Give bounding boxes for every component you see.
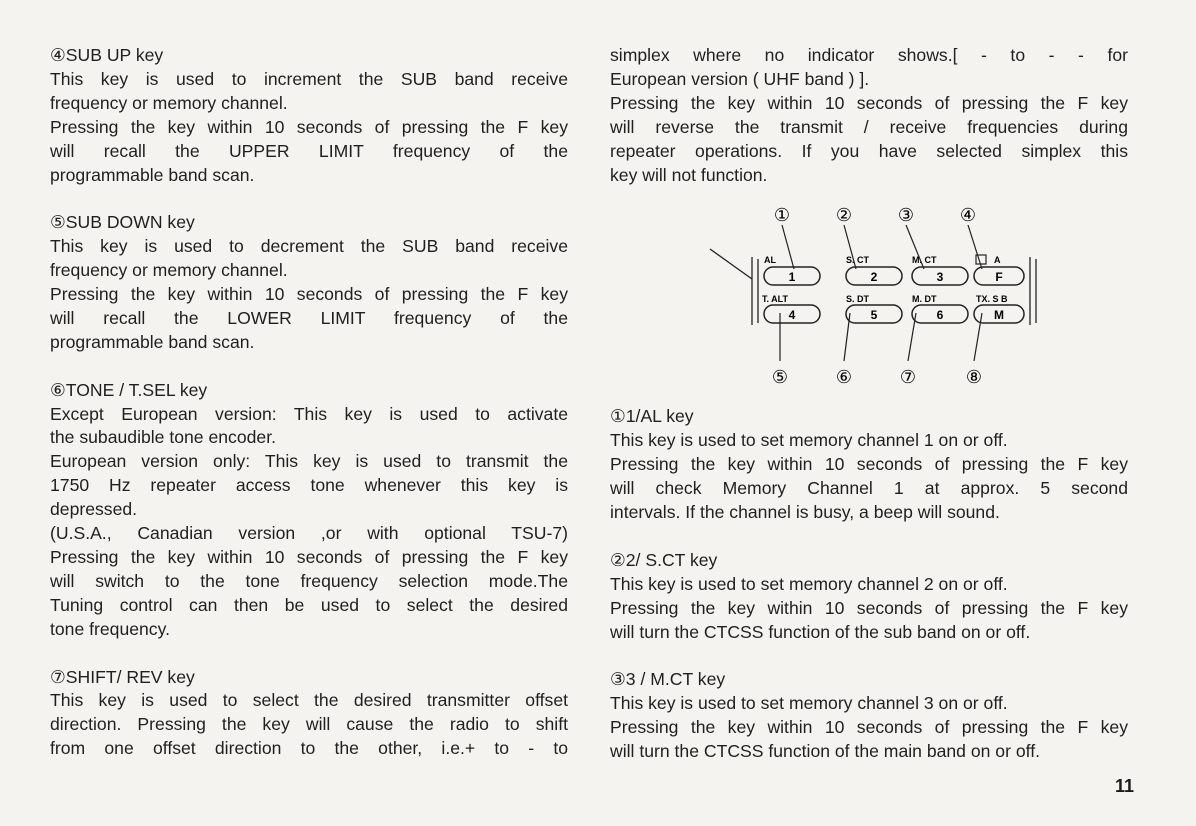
sub-down-line: Pressing the key within 10 seconds of pressing the F key bbox=[50, 284, 568, 305]
key2-line: will turn the CTCSS function of the sub band on or off. bbox=[610, 621, 1031, 642]
keypad-diagram bbox=[610, 201, 1128, 397]
svg-text:M. CT: M. CT bbox=[912, 255, 937, 266]
svg-text:⑥: ⑥ bbox=[835, 367, 853, 388]
tone-line: Tuning control can then be used to select the desired bbox=[50, 594, 568, 615]
svg-text:M: M bbox=[994, 308, 1004, 323]
tone-line: Pressing the key within 10 seconds of pressing the F key bbox=[50, 547, 568, 567]
key2-title: ②2/ S.CT key bbox=[610, 549, 718, 570]
svg-text:T. ALT: T. ALT bbox=[762, 294, 788, 305]
shift-cont-line: repeater operations. If you have selected simplex this bbox=[610, 140, 1128, 161]
sub-up-title: ④SUB UP key bbox=[50, 45, 164, 65]
svg-text:TX. S B: TX. S B bbox=[976, 294, 1008, 305]
svg-text:F: F bbox=[995, 270, 1003, 285]
shift-cont-line: simplex where no indicator shows.[ - to - - for bbox=[610, 45, 1128, 65]
tone-line: tone frequency. bbox=[50, 618, 170, 639]
sub-up-line: Pressing the key within 10 seconds of pressing the F key bbox=[50, 116, 568, 137]
shift-line: This key is used to select the desired transmitter offset bbox=[50, 690, 568, 711]
key-5-sdt bbox=[846, 294, 902, 323]
tone-line: depressed. bbox=[50, 499, 138, 520]
key2-line: This key is used to set memory channel 2 on or off. bbox=[610, 573, 1008, 594]
svg-text:AL: AL bbox=[764, 255, 776, 266]
svg-text:④: ④ bbox=[959, 205, 977, 226]
sub-up-line: This key is used to increment the SUB band receive bbox=[50, 68, 568, 89]
svg-text:6: 6 bbox=[936, 308, 944, 323]
sub-down-line: will recall the LOWER LIMIT frequency of the bbox=[50, 307, 568, 328]
shift-continued bbox=[610, 44, 1128, 187]
shift-cont-line: key will not function. bbox=[610, 164, 768, 185]
tone-line: will switch to the tone frequency selection mode.The bbox=[50, 570, 568, 591]
key-3-mct bbox=[912, 255, 968, 285]
key1-line: This key is used to set memory channel 1 on or off. bbox=[610, 430, 1008, 451]
svg-text:③: ③ bbox=[897, 205, 915, 226]
svg-text:②: ② bbox=[835, 205, 853, 226]
left-column bbox=[50, 44, 568, 761]
svg-text:M. DT: M. DT bbox=[912, 294, 937, 305]
keypad-diagram-svg bbox=[610, 201, 1128, 397]
key-6-mdt bbox=[912, 294, 968, 323]
svg-text:①: ① bbox=[773, 205, 791, 226]
key1-line: Pressing the key within 10 seconds of pressing the F key bbox=[610, 454, 1128, 475]
sub-down-section bbox=[50, 211, 568, 354]
tone-line: (U.S.A., Canadian version ,or with optional TSU-7) bbox=[50, 523, 568, 544]
key3-line: will turn the CTCSS function of the main band on or off. bbox=[610, 741, 1040, 762]
sub-down-line: This key is used to decrement the SUB band receive bbox=[50, 236, 568, 257]
shift-title: ⑦SHIFT/ REV key bbox=[50, 666, 195, 687]
svg-text:⑧: ⑧ bbox=[965, 367, 983, 388]
callout-top-1 bbox=[774, 205, 794, 269]
tone-line: Except European version: This key is used to activate bbox=[50, 403, 568, 424]
sub-up-line: will recall the UPPER LIMIT frequency of the bbox=[50, 140, 568, 161]
callout-top-4 bbox=[960, 205, 982, 269]
key1-title: ①1/AL key bbox=[610, 406, 694, 427]
shift-cont-line: European version ( UHF band ) ]. bbox=[610, 68, 870, 89]
key1-line: will check Memory Channel 1 at approx. 5 second bbox=[610, 478, 1128, 499]
svg-text:S. DT: S. DT bbox=[846, 294, 870, 305]
svg-text:3: 3 bbox=[936, 270, 944, 285]
key1-section bbox=[610, 405, 1128, 525]
sub-down-title: ⑤SUB DOWN key bbox=[50, 212, 195, 233]
sub-up-line: frequency or memory channel. bbox=[50, 92, 288, 113]
sub-down-line: frequency or memory channel. bbox=[50, 260, 288, 281]
svg-text:2: 2 bbox=[870, 270, 878, 285]
svg-text:S. CT: S. CT bbox=[846, 255, 870, 266]
tone-title: ⑥TONE / T.SEL key bbox=[50, 379, 208, 400]
callout-bottom-8 bbox=[966, 313, 982, 387]
sub-down-line: programmable band scan. bbox=[50, 331, 255, 352]
key2-section bbox=[610, 549, 1128, 645]
svg-text:⑦: ⑦ bbox=[899, 367, 917, 388]
svg-text:A: A bbox=[994, 255, 1001, 266]
svg-text:⑤: ⑤ bbox=[771, 367, 789, 388]
sub-up-section bbox=[50, 44, 568, 187]
shift-line: from one offset direction to the other, i.e.+ to - to bbox=[50, 738, 568, 759]
shift-line: direction. Pressing the key will cause the radio to shift bbox=[50, 714, 568, 735]
svg-text:4: 4 bbox=[788, 308, 796, 323]
key3-section bbox=[610, 668, 1128, 764]
shift-section bbox=[50, 666, 568, 762]
callout-bottom-5 bbox=[772, 313, 788, 387]
shift-cont-line: will reverse the transmit / receive frequencies during bbox=[610, 116, 1128, 137]
callout-bottom-6 bbox=[836, 313, 852, 387]
right-column bbox=[610, 44, 1128, 764]
key1-line: intervals. If the channel is busy, a beep will sound. bbox=[610, 502, 1000, 523]
tone-line: 1750 Hz repeater access tone whenever this key is bbox=[50, 475, 568, 496]
svg-text:5: 5 bbox=[870, 308, 878, 323]
key2-line: Pressing the key within 10 seconds of pressing the F key bbox=[610, 597, 1128, 618]
tone-section bbox=[50, 379, 568, 642]
key-f bbox=[974, 255, 1024, 285]
svg-text:1: 1 bbox=[788, 270, 796, 285]
page-number: 11 bbox=[1115, 776, 1135, 796]
shift-cont-line: Pressing the key within 10 seconds of pressing the F key bbox=[610, 92, 1128, 113]
key-2-sct bbox=[846, 255, 902, 285]
callout-bottom-7 bbox=[900, 313, 916, 387]
key3-title: ③3 / M.CT key bbox=[610, 669, 726, 690]
tone-line: the subaudible tone encoder. bbox=[50, 427, 276, 448]
sub-up-line: programmable band scan. bbox=[50, 164, 255, 185]
key3-line: Pressing the key within 10 seconds of pressing the F key bbox=[610, 717, 1128, 738]
tone-line: European version only: This key is used to transmit the bbox=[50, 451, 568, 472]
key-4-talt bbox=[762, 294, 820, 323]
key3-line: This key is used to set memory channel 3 on or off. bbox=[610, 693, 1008, 714]
